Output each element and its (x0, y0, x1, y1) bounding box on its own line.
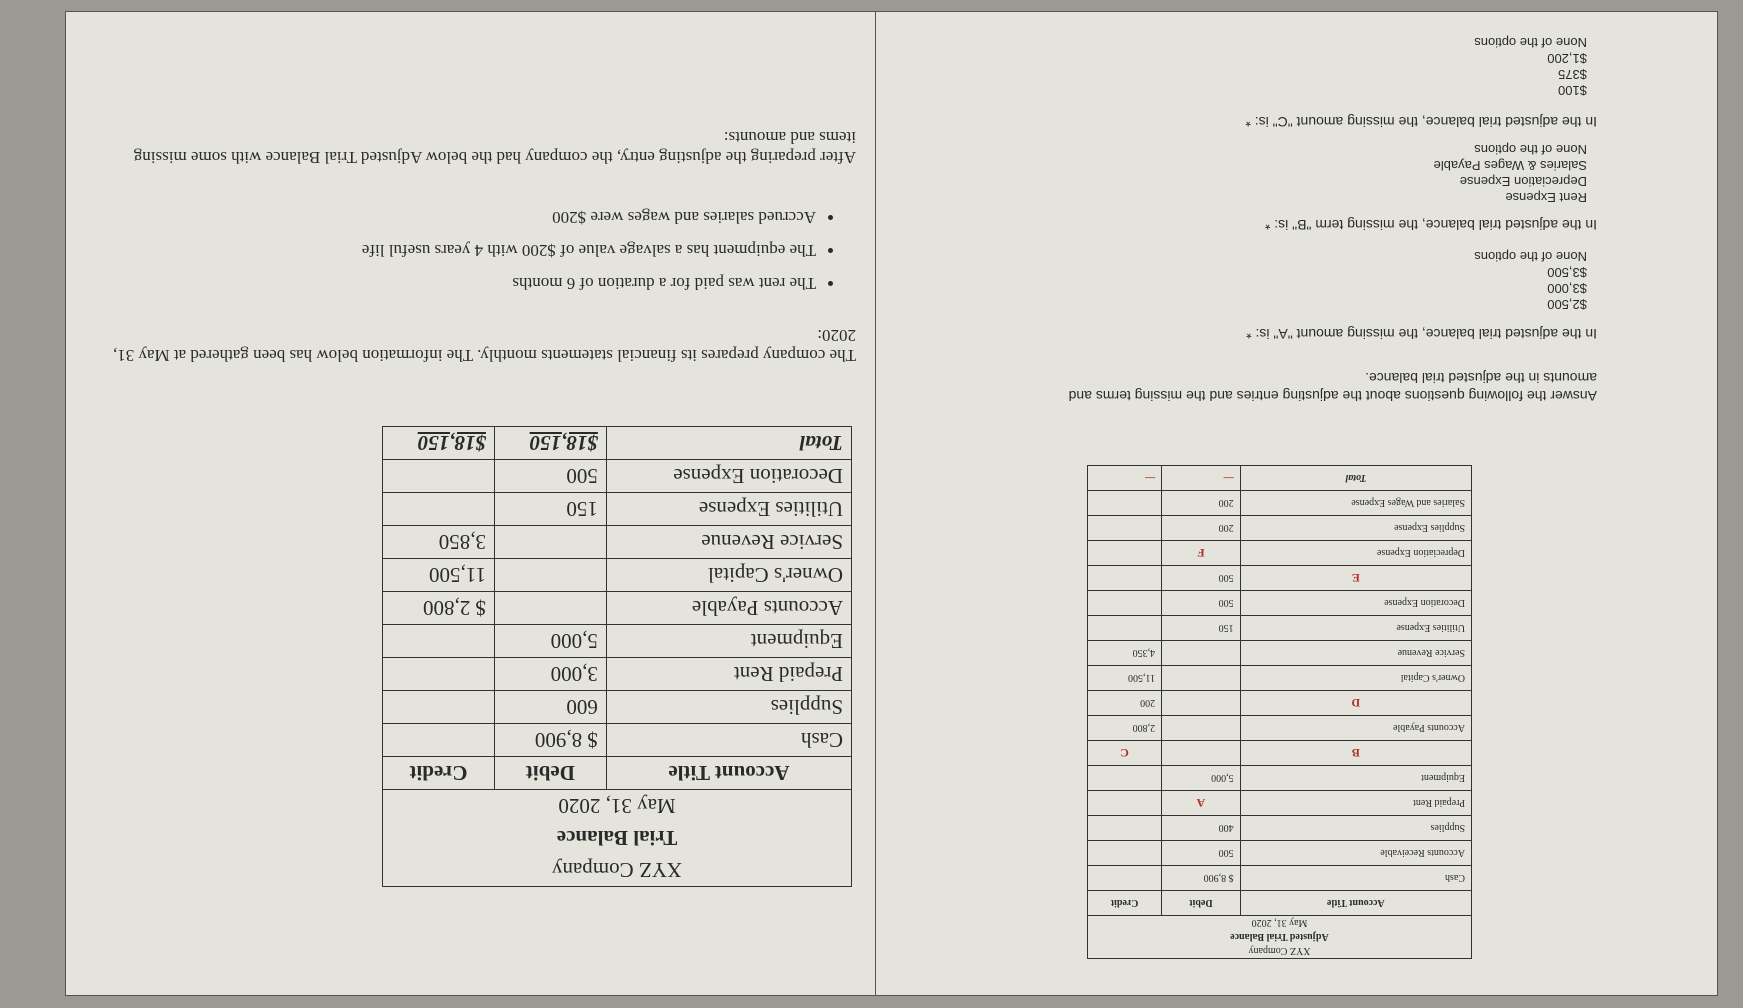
table-row (383, 592, 852, 625)
cell: 500 (1162, 591, 1241, 616)
table-row (1088, 691, 1472, 716)
option[interactable]: None of the options (1474, 249, 1587, 264)
cell (1088, 766, 1162, 791)
tb-header-account: Account Title (606, 757, 851, 790)
cell: Depreciation Expense (1240, 541, 1471, 566)
cell: D (1240, 691, 1471, 716)
cell: 11,500 (1088, 666, 1162, 691)
cell: Equipment (606, 625, 851, 658)
cell: 600 (494, 691, 606, 724)
table-row (383, 493, 852, 526)
tb-header-debit: Debit (494, 757, 606, 790)
question-c-options[interactable] (1474, 34, 1587, 98)
cell: 3,000 (494, 658, 606, 691)
cell: E (1240, 566, 1471, 591)
tb-company: XYZ Company (383, 854, 852, 887)
cell (1088, 841, 1162, 866)
cell: 5,000 (1162, 766, 1241, 791)
cell (1088, 866, 1162, 891)
list-item: • Accrued salaries and wages were $200 (362, 201, 816, 234)
problem-page (65, 11, 877, 996)
cell: Owner's Capital (1240, 666, 1471, 691)
cell (1162, 716, 1241, 741)
atb-title: Adjusted Trial Balance (1088, 930, 1472, 944)
table-row (383, 559, 852, 592)
cell (1088, 491, 1162, 516)
cell (1088, 516, 1162, 541)
atb-company: XYZ Company (1088, 944, 1472, 959)
table-row (1088, 566, 1472, 591)
table-row (1088, 516, 1472, 541)
cell: 150 (1162, 616, 1241, 641)
trial-balance-table (382, 426, 852, 887)
option[interactable]: $1,200 (1547, 51, 1587, 66)
table-row (1088, 791, 1472, 816)
question-b: In the adjusted trial balance, the missing term "B" is: * (1264, 217, 1597, 233)
option[interactable]: $375 (1558, 67, 1587, 82)
cell: Decoration Expense (606, 460, 851, 493)
cell: Service Revenue (606, 526, 851, 559)
adjusted-trial-balance-table (1087, 465, 1472, 959)
cell: 400 (1162, 816, 1241, 841)
cell (1088, 791, 1162, 816)
cell: 500 (494, 460, 606, 493)
cell: Utilities Expense (606, 493, 851, 526)
atb-header-debit: Debit (1162, 891, 1241, 916)
cell: 2,800 (1088, 716, 1162, 741)
atb-date: May 31, 2020 (1088, 916, 1472, 931)
intro-text: The company prepares its financial statements monthly. The information below has been gathered at May 31, 2020: (112, 326, 856, 365)
cell: Service Revenue (1240, 641, 1471, 666)
cell (383, 460, 495, 493)
facts-list (362, 201, 836, 300)
cell (383, 691, 495, 724)
cell (1088, 591, 1162, 616)
cell (1162, 641, 1241, 666)
after-text: After preparing the adjusting entry, the company had the below Adjusted Trial Balance with some missing items and amounts: (133, 128, 856, 167)
cell: $ 2,800 (383, 592, 495, 625)
table-row (1088, 816, 1472, 841)
cell: 5,000 (494, 625, 606, 658)
cell (383, 724, 495, 757)
total-debit: $18,150 (494, 427, 606, 460)
cell: Salaries and Wages Expense (1240, 491, 1471, 516)
table-row (1088, 841, 1472, 866)
option[interactable]: $2,500 (1547, 297, 1587, 312)
cell: Equipment (1240, 766, 1471, 791)
table-row (383, 460, 852, 493)
cell (383, 658, 495, 691)
table-row (383, 658, 852, 691)
cell: B (1240, 741, 1471, 766)
table-row (383, 691, 852, 724)
tb-title: Trial Balance (383, 822, 852, 854)
table-row (1088, 716, 1472, 741)
option[interactable]: $3,000 (1547, 281, 1587, 296)
option[interactable]: Salaries & Wages Payable (1433, 158, 1587, 173)
cell: 150 (494, 493, 606, 526)
cell: Accounts Payable (1240, 716, 1471, 741)
cell (383, 493, 495, 526)
cell: 200 (1162, 491, 1241, 516)
total-row (383, 427, 852, 460)
total-credit: $18,150 (383, 427, 495, 460)
cell: $ 8,900 (494, 724, 606, 757)
option[interactable]: Depreciation Expense (1459, 174, 1587, 189)
cell: Supplies Expense (1240, 516, 1471, 541)
cell: 11,500 (383, 559, 495, 592)
table-row (1088, 491, 1472, 516)
cell (1162, 741, 1241, 766)
cell (1162, 691, 1241, 716)
cell (1162, 666, 1241, 691)
cell: A (1162, 791, 1241, 816)
total-credit: — (1088, 466, 1162, 491)
cell: 200 (1162, 516, 1241, 541)
atb-header-credit: Credit (1088, 891, 1162, 916)
table-row (383, 526, 852, 559)
cell (494, 526, 606, 559)
cell: Decoration Expense (1240, 591, 1471, 616)
table-row (383, 724, 852, 757)
cell: 200 (1088, 691, 1162, 716)
cell: Cash (1240, 866, 1471, 891)
cell: C (1088, 741, 1162, 766)
question-b-options[interactable] (1434, 141, 1587, 205)
cell: Utilities Expense (1240, 616, 1471, 641)
cell: 500 (1162, 841, 1241, 866)
total-label: Total (606, 427, 851, 460)
option[interactable]: None of the options (1474, 35, 1587, 50)
table-row (1088, 541, 1472, 566)
list-item: • The equipment has a salvage value of $200 with 4 years useful life (362, 234, 816, 267)
atb-header-account: Account Title (1240, 891, 1471, 916)
questions-page (875, 11, 1718, 996)
cell: Accounts Receivable (1240, 841, 1471, 866)
cell: Owner's Capital (606, 559, 851, 592)
table-row (1088, 741, 1472, 766)
tb-date: May 31, 2020 (383, 790, 852, 823)
option[interactable]: None of the options (1474, 142, 1587, 157)
question-c: In the adjusted trial balance, the missing amount "C" is: * (1245, 114, 1597, 130)
option[interactable]: Rent Expense (1505, 190, 1587, 205)
list-item: • The rent was paid for a duration of 6 months (362, 267, 816, 300)
cell (494, 559, 606, 592)
cell (383, 625, 495, 658)
table-row (1088, 766, 1472, 791)
cell: 500 (1162, 566, 1241, 591)
table-row (1088, 666, 1472, 691)
cell: Prepaid Rent (606, 658, 851, 691)
option[interactable]: $100 (1558, 83, 1587, 98)
cell (494, 592, 606, 625)
cell (1088, 616, 1162, 641)
cell: Prepaid Rent (1240, 791, 1471, 816)
cell: F (1162, 541, 1241, 566)
instructions-text: Answer the following questions about the adjusting entries and the missing terms and amounts in the adjusted trial balance. (1068, 370, 1597, 404)
table-row (383, 625, 852, 658)
tb-header-credit: Credit (383, 757, 495, 790)
table-row (1088, 641, 1472, 666)
cell (1088, 541, 1162, 566)
option[interactable]: $3,500 (1547, 265, 1587, 280)
cell: Supplies (1240, 816, 1471, 841)
table-row (1088, 866, 1472, 891)
total-row (1088, 466, 1472, 491)
cell: 4,350 (1088, 641, 1162, 666)
cell: $ 8,900 (1162, 866, 1241, 891)
question-a-options[interactable] (1474, 248, 1587, 312)
total-debit: — (1162, 466, 1241, 491)
question-a: In the adjusted trial balance, the missing amount "A" is: * (1246, 326, 1597, 342)
cell: Accounts Payable (606, 592, 851, 625)
cell: 3,850 (383, 526, 495, 559)
table-row (1088, 616, 1472, 641)
cell (1088, 816, 1162, 841)
cell: Cash (606, 724, 851, 757)
total-label: Total (1240, 466, 1471, 491)
table-row (1088, 591, 1472, 616)
cell (1088, 566, 1162, 591)
cell: Supplies (606, 691, 851, 724)
